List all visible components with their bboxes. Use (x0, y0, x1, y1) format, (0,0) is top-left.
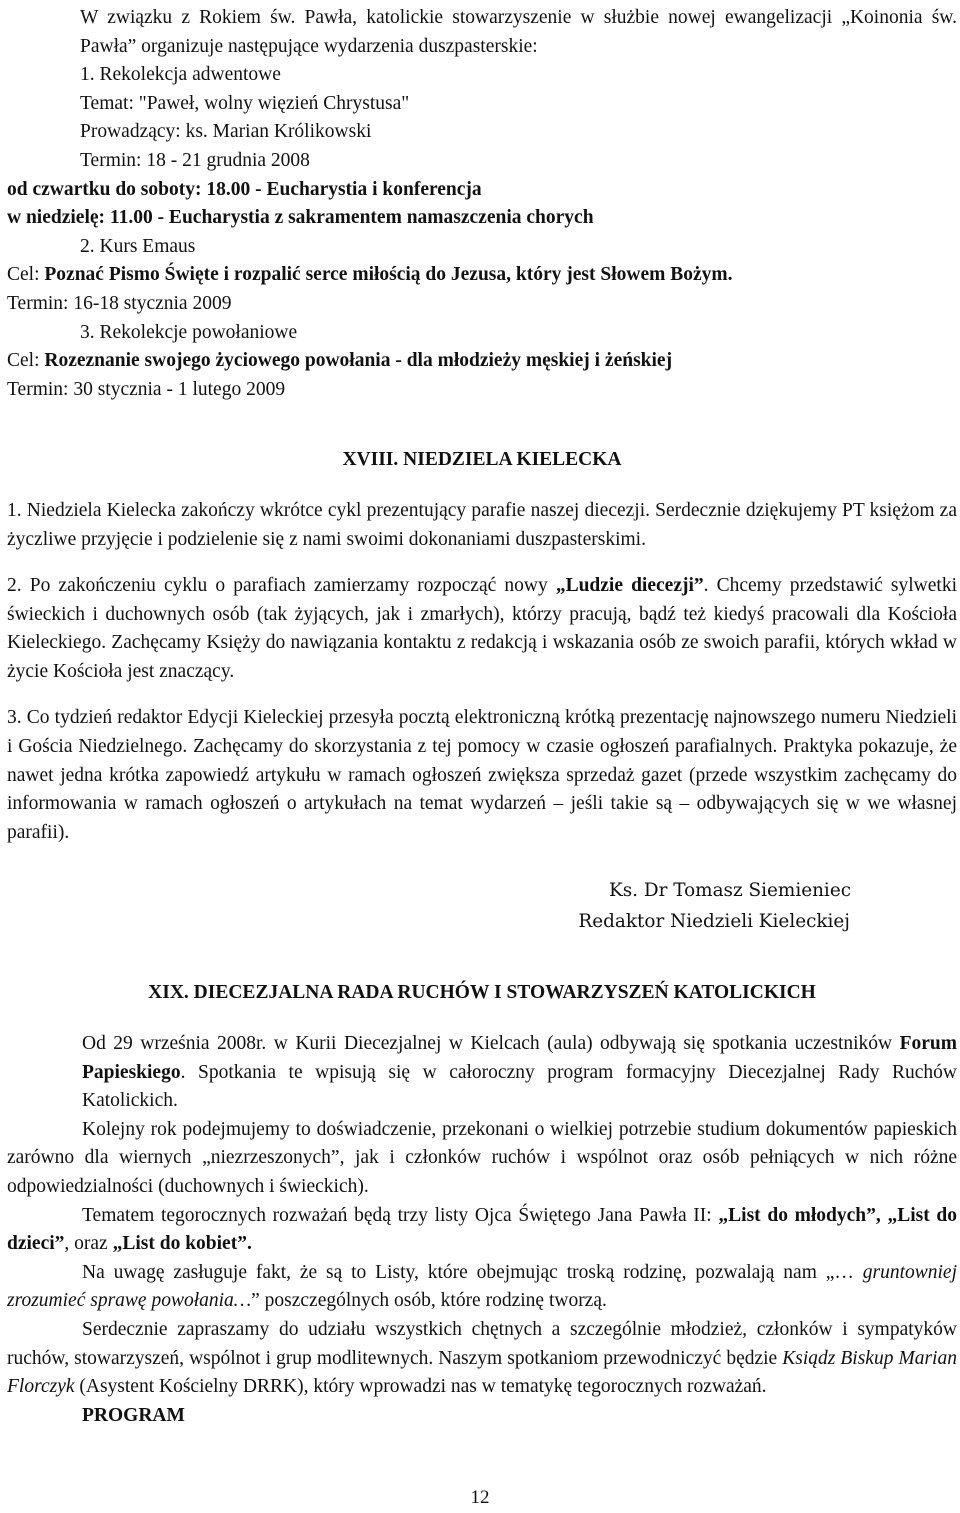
s19-p3-last-letter: „List do kobiet”. (112, 1233, 252, 1255)
s19-p3-and: , oraz (64, 1233, 113, 1255)
s18-p2-rest: . Chcemy przedstawić sylwetki świeckich i duchownych osób (tak żyjących, jak i zmarłych), którzy pracują, bądź też kiedyś pracowali dla Kościoła Kieleckiego. Zachęcamy Księży do nawiązania kontaktu z redakcją i wskazania osób ze swoich parafii, których wkład w życie Kościoła jest znaczący. (7, 575, 958, 682)
schedule-sunday-text: 11.00 - Eucharystia z sakramentem namaszczenia chorych (109, 207, 594, 229)
event-list (7, 61, 957, 175)
event-3-goal-label: Cel: (7, 350, 45, 372)
s18-p2-series-title: „Ludzie diecezji” (555, 575, 704, 597)
s19-p1-rest: . Spotkania te wpisują się w całoroczny program formacyjny Diecezjalnej Rady Ruchów Katolickich. (82, 1061, 957, 1112)
s18-p2-start: 2. Po zakończeniu cyklu o parafiach zamierzamy rozpocząć nowy (7, 575, 556, 597)
event-1-date: Termin: 18 - 21 grudnia 2008 (80, 149, 310, 171)
event-2-goal-label: Cel: (7, 264, 45, 286)
signature-name: Ks. Dr Tomasz Siemieniec (608, 880, 851, 902)
s19-p1-start: Od 29 września 2008r. w Kurii Diecezjalnej w Kielcach (aula) odbywają się spotkania uczestników (82, 1033, 900, 1055)
event-1-title: 1. Rekolekcja adwentowe (80, 64, 281, 86)
section-18-paragraph-3: 3. Co tydzień redaktor Edycji Kieleckiej przesyła pocztą elektroniczną krótką prezentację najnowszego numeru Niedzieli i Gościa Niedzielnego. Zachęcamy do skorzystania z tej pomocy w czasie ogłoszeń parafialnych. Praktyka pokazuje, że nawet jedna krótka zapowiedź artykułu w ramach ogłoszeń zwiększa sprzedaż gazet (przede wszystkim zachęcamy do informowania w ramach ogłoszeń o artykułach na temat wydarzeń – jeśli takie są – odbywających się w we własnej parafii). (7, 707, 957, 843)
document-page (7, 4, 957, 1430)
s19-p3-letters: „List do młodych”, „List do dzieci” (7, 1204, 957, 1255)
s19-p1-forum: Forum Papieskiego (82, 1033, 957, 1083)
program-heading: PROGRAM (82, 1404, 185, 1426)
event-3-title: 3. Rekolekcje powołaniowe (80, 321, 298, 343)
section-18-paragraph-1: 1. Niedziela Kielecka zakończy wkrótce cykl prezentujący parafie naszej diecezji. Serdecznie dziękujemy PT księżom za życzliwe przyjęcie i podzielenie się z nami swoimi dokonaniami duszpasterskimi. (7, 499, 957, 550)
s19-p4-rest: ” poszczególnych osób, które rodzinę tworzą. (251, 1290, 607, 1312)
s19-p3-start: Tematem tegorocznych rozważań będą trzy listy Ojca Świętego Jana Pawła II: (82, 1204, 719, 1226)
event-2-goal-text: Poznać Pismo Święte i rozpalić serce miłością do Jezusa, który jest Słowem Bożym. (44, 264, 733, 286)
schedule-weekday-text: 18.00 - Eucharystia i konferencja (206, 178, 482, 200)
s19-p5-start: Serdecznie zapraszamy do udziału wszystkich chętnych a szczególnie młodzież, członków i sympatyków ruchów, stowarzyszeń, wspólnot i grup modlitewnych. Naszym spotkaniom przewodniczyć będzie (7, 1318, 957, 1369)
section-19-paragraph-1 (7, 1030, 957, 1116)
section-19-heading: XIX. DIECEZJALNA RADA RUCHÓW I STOWARZYSZEŃ KATOLICKICH (148, 982, 816, 1004)
section-19-paragraph-4 (7, 1259, 957, 1316)
section-18-paragraph-2 (7, 572, 957, 686)
event-1-topic: Temat: "Paweł, wolny więzień Chrystusa" (80, 92, 410, 114)
section-19-paragraph-5 (7, 1316, 957, 1402)
schedule-sunday-label: w niedzielę: (7, 207, 110, 229)
schedule-weekday-label: od czwartku do soboty: (7, 178, 207, 200)
event-2-date: Termin: 16-18 stycznia 2009 (7, 292, 232, 314)
intro-paragraph: W związku z Rokiem św. Pawła, katolickie stowarzyszenie w służbie nowej ewangelizacji „Koinonia św. Pawła” organizuje następujące wydarzenia duszpasterskie: (80, 7, 957, 57)
event-1-schedule-weekday (7, 176, 957, 205)
event-2-goal (7, 261, 957, 290)
section-18-heading: XVIII. NIEDZIELA KIELECKA (342, 449, 622, 471)
section-19-paragraph-3 (7, 1202, 957, 1259)
event-3-goal (7, 347, 957, 376)
page-number: 12 (470, 1487, 490, 1508)
signature-role: Redaktor Niedzieli Kieleckiej (578, 911, 850, 933)
event-3-goal-text: Rozeznanie swojego życiowego powołania - dla młodzieży męskiej i żeńskiej (44, 350, 673, 372)
event-1-leader: Prowadzący: ks. Marian Królikowski (80, 121, 372, 143)
event-2-title: 2. Kurs Emaus (80, 235, 196, 257)
event-3-date: Termin: 30 stycznia - 1 lutego 2009 (7, 378, 286, 400)
s19-p5-bishop: Ksiądz Biskup Marian Florczyk (7, 1347, 957, 1398)
s19-p5-rest: (Asystent Kościelny DRRK), który wprowadzi nas w tematykę tegorocznych rozważań. (74, 1376, 767, 1398)
s19-p4-quote: gruntowniej zrozumieć sprawę powołania… (7, 1261, 957, 1312)
signature-block (7, 877, 957, 939)
section-19-paragraph-2: Kolejny rok podejmujemy to doświadczenie, przekonani o wielkiej potrzebie studium dokumentów papieskich zarówno dla wiernych „niezrzeszonych”, jak i członków ruchów i wspólnot oraz osób pełniących w nich różne odpowiedzialności (duchownych i świeckich). (7, 1118, 957, 1197)
s19-p4-start: Na uwagę zasługuje fakt, że są to Listy, które obejmując troską rodzinę, pozwalają nam „… (82, 1261, 863, 1283)
event-1-schedule-sunday (7, 204, 957, 233)
